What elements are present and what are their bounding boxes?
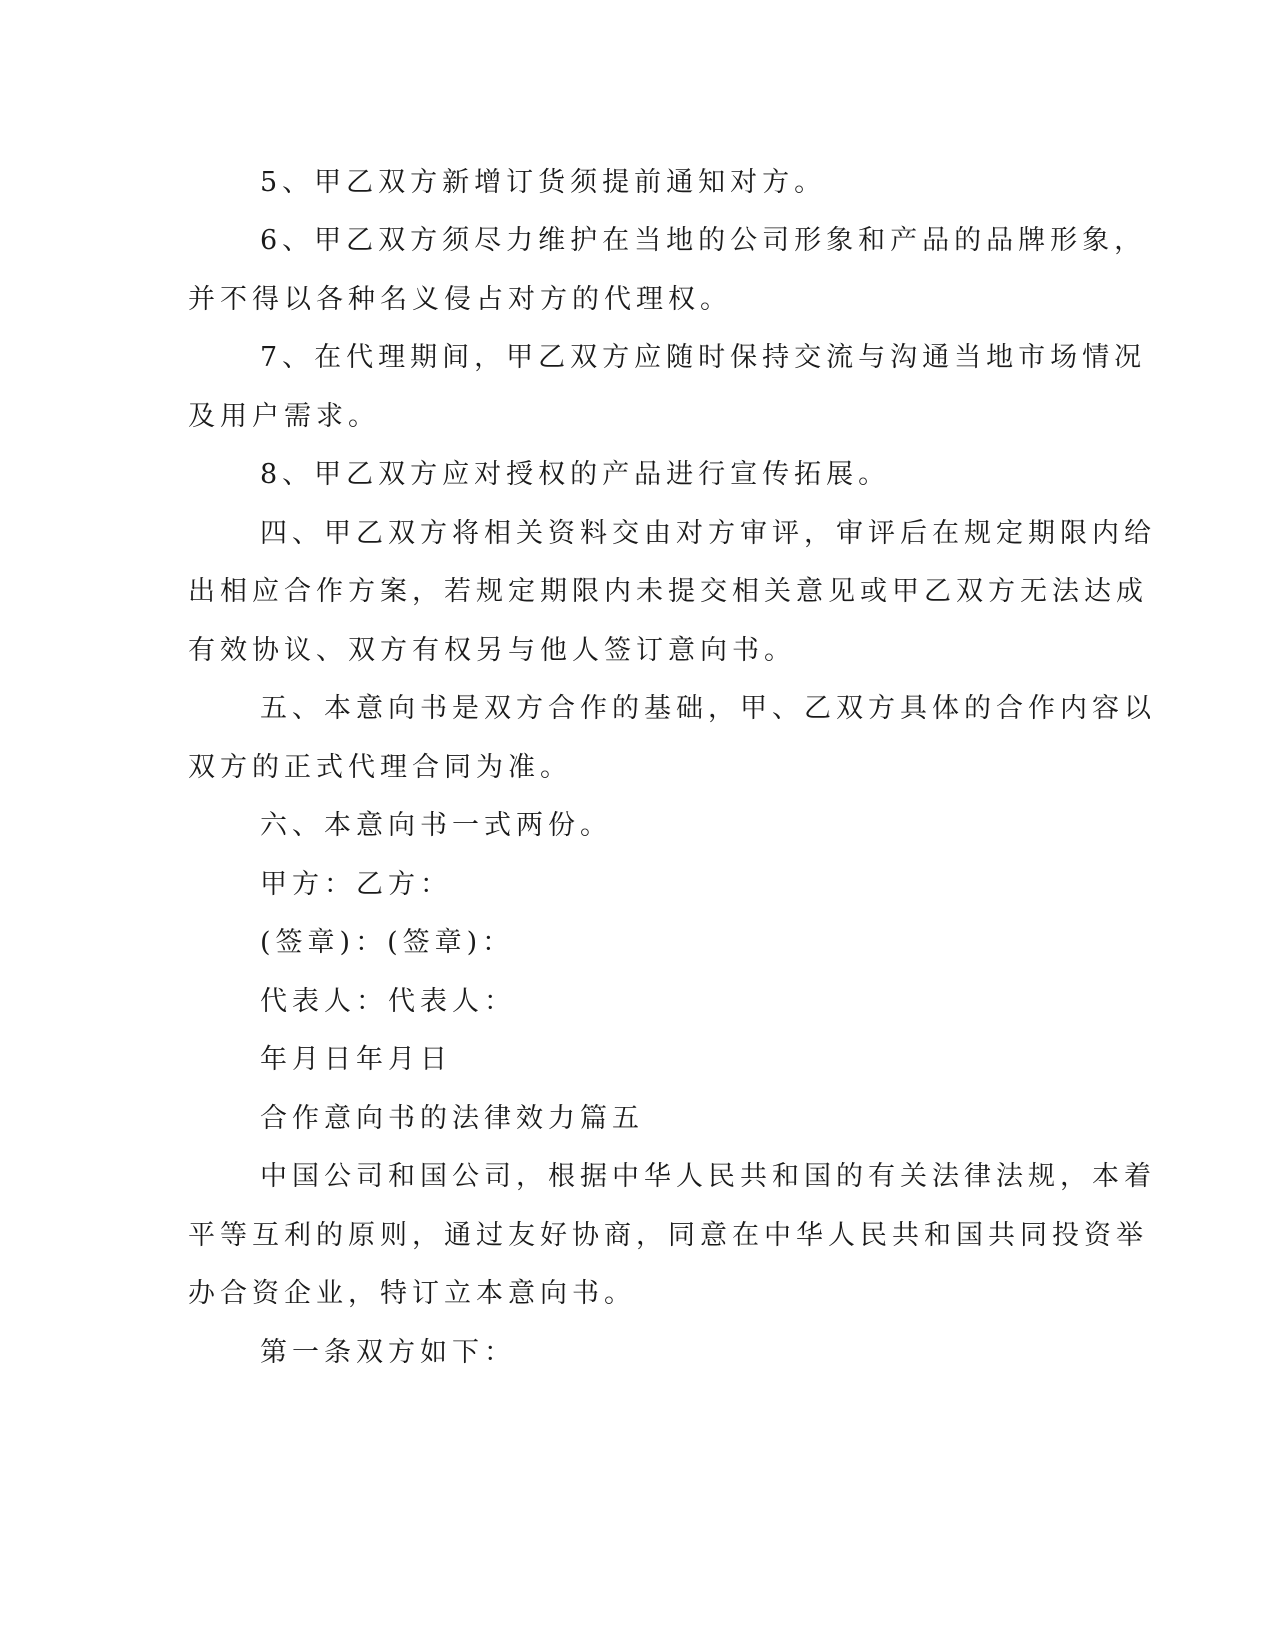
intro-line-3: 办合资企业，特订立本意向书。: [188, 1278, 636, 1309]
signature-labels: (签章)：(签章)：: [260, 927, 515, 958]
section-heading: 合作意向书的法律效力篇五: [260, 1103, 644, 1134]
section-5-line-1: 五、本意向书是双方合作的基础，甲、乙双方具体的合作内容以: [260, 693, 1156, 724]
clause-6-line-2: 并不得以各种名义侵占对方的代理权。: [188, 284, 732, 315]
clause-7-line-2: 及用户需求。: [188, 401, 380, 432]
article-1: 第一条双方如下：: [260, 1337, 516, 1368]
section-4-line-1: 四、甲乙双方将相关资料交由对方审评，审评后在规定期限内给: [260, 518, 1156, 549]
clause-6-line-1: 6、甲乙双方须尽力维护在当地的公司形象和产品的品牌形象，: [260, 225, 1147, 256]
section-4-line-2: 出相应合作方案，若规定期限内未提交相关意见或甲乙双方无法达成: [188, 576, 1148, 607]
clause-7-line-1: 7、在代理期间，甲乙双方应随时保持交流与沟通当地市场情况: [260, 342, 1147, 373]
clause-8: 8、甲乙双方应对授权的产品进行宣传拓展。: [260, 459, 891, 490]
representative-labels: 代表人：代表人：: [260, 986, 516, 1017]
intro-line-1: 中国公司和国公司，根据中华人民共和国的有关法律法规，本着: [260, 1161, 1156, 1192]
intro-line-2: 平等互利的原则，通过友好协商，同意在中华人民共和国共同投资举: [188, 1220, 1148, 1251]
party-labels: 甲方：乙方：: [260, 869, 452, 900]
section-6: 六、本意向书一式两份。: [260, 810, 612, 841]
section-4-line-3: 有效协议、双方有权另与他人签订意向书。: [188, 635, 796, 666]
section-5-line-2: 双方的正式代理合同为准。: [188, 752, 572, 783]
clause-5: 5、甲乙双方新增订货须提前通知对方。: [260, 167, 827, 198]
date-labels: 年月日年月日: [260, 1044, 452, 1075]
